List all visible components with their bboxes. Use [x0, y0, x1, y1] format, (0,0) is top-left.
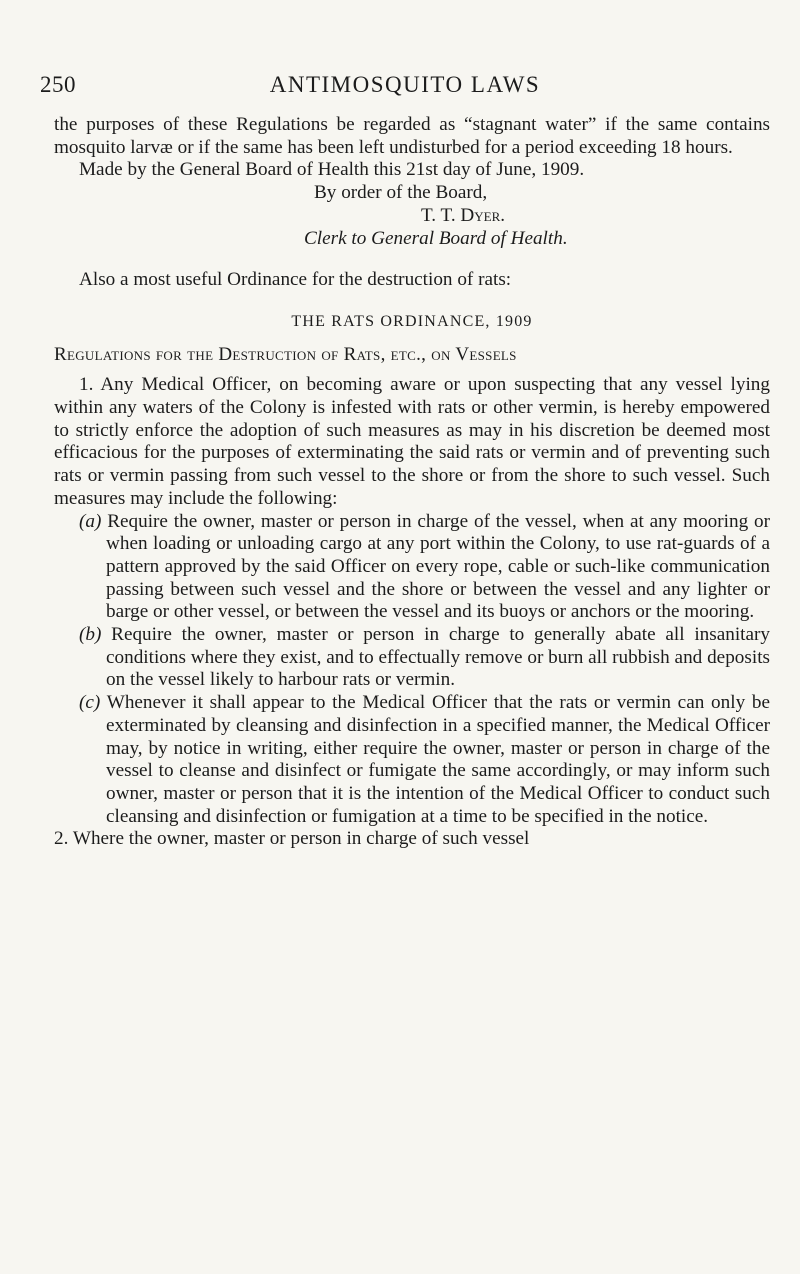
signature-title: Clerk to General Board of Health.	[304, 227, 568, 249]
list-item-text: Require the owner, master or person in charge of the vessel, when at any mooring or when loading or unloading cargo at any port within the Colony, to use rat-guards of a pattern approved by the said Officer on every rope, cable or such-like communication passing between such vessel and the shore or between the vessel and any lighter or barge or other vessel, or between the vessel and its buoys or anchors or the mooring.	[106, 510, 770, 623]
regulations-title: Regulations for the Destruction of Rats, etc., on Vessels	[54, 343, 517, 365]
list-item-label: (b)	[79, 624, 102, 646]
signature-name: T. T. Dyer.	[421, 204, 506, 226]
list-item-a	[79, 511, 770, 625]
made-paragraph: Made by the General Board of Health this 21st day of June, 1909.	[79, 159, 585, 181]
list-item-text: Whenever it shall appear to the Medical Officer that the rats or vermin can only be exterminated by cleansing and disinfection in a specified manner, the Medical Officer may, by notice in writing, either require the owner, master or person in charge of the vessel to cleanse and disinfect or fumigate the same accordingly, or may inform such owner, master or person that it is the intention of the Medical Officer to conduct such cleansing and disinfection or fumigation at a time to be specified in the notice.	[106, 692, 771, 827]
section-1: 1. Any Medical Officer, on becoming aware or upon suspecting that any vessel lying within any waters of the Colony is infested with rats or other vermin, is hereby empowered to strictly enforce the adoption of such measures as may in his discretion be deemed most efficacious for the purposes of exterminating the said rats or vermin and of preventing such rats or vermin passing from such vessel to the shore or from the shore to such vessel. Such measures may include the following:	[54, 374, 770, 509]
list-item-c	[79, 692, 770, 828]
section-2: 2. Where the owner, master or person in charge of such vessel	[54, 828, 530, 850]
signature-block	[54, 182, 770, 250]
list-item-b	[79, 624, 770, 692]
intro-paragraph: the purposes of these Regulations be regarded as “stagnant water” if the same contains mosquito larvæ or if the same has been left undisturbed for a period exceeding 18 hours.	[54, 114, 770, 158]
also-paragraph: Also a most useful Ordinance for the destruction of rats:	[79, 269, 512, 291]
list-item-label: (a)	[79, 510, 102, 532]
page-number: 250	[40, 72, 76, 97]
list-item-text: Require the owner, master or person in charge to generally abate all insanitary conditions where they exist, and to effectually remove or burn all rubbish and deposits on the vessel likely to harbour rats or vermin.	[106, 624, 771, 691]
signature-by-order: By order of the Board,	[314, 182, 488, 204]
page-header	[40, 72, 770, 106]
page-body	[54, 114, 770, 851]
running-title: ANTIMOSQUITO LAWS	[269, 72, 541, 97]
ordinance-title: THE RATS ORDINANCE, 1909	[291, 312, 533, 330]
list-item-label: (c)	[79, 692, 101, 714]
